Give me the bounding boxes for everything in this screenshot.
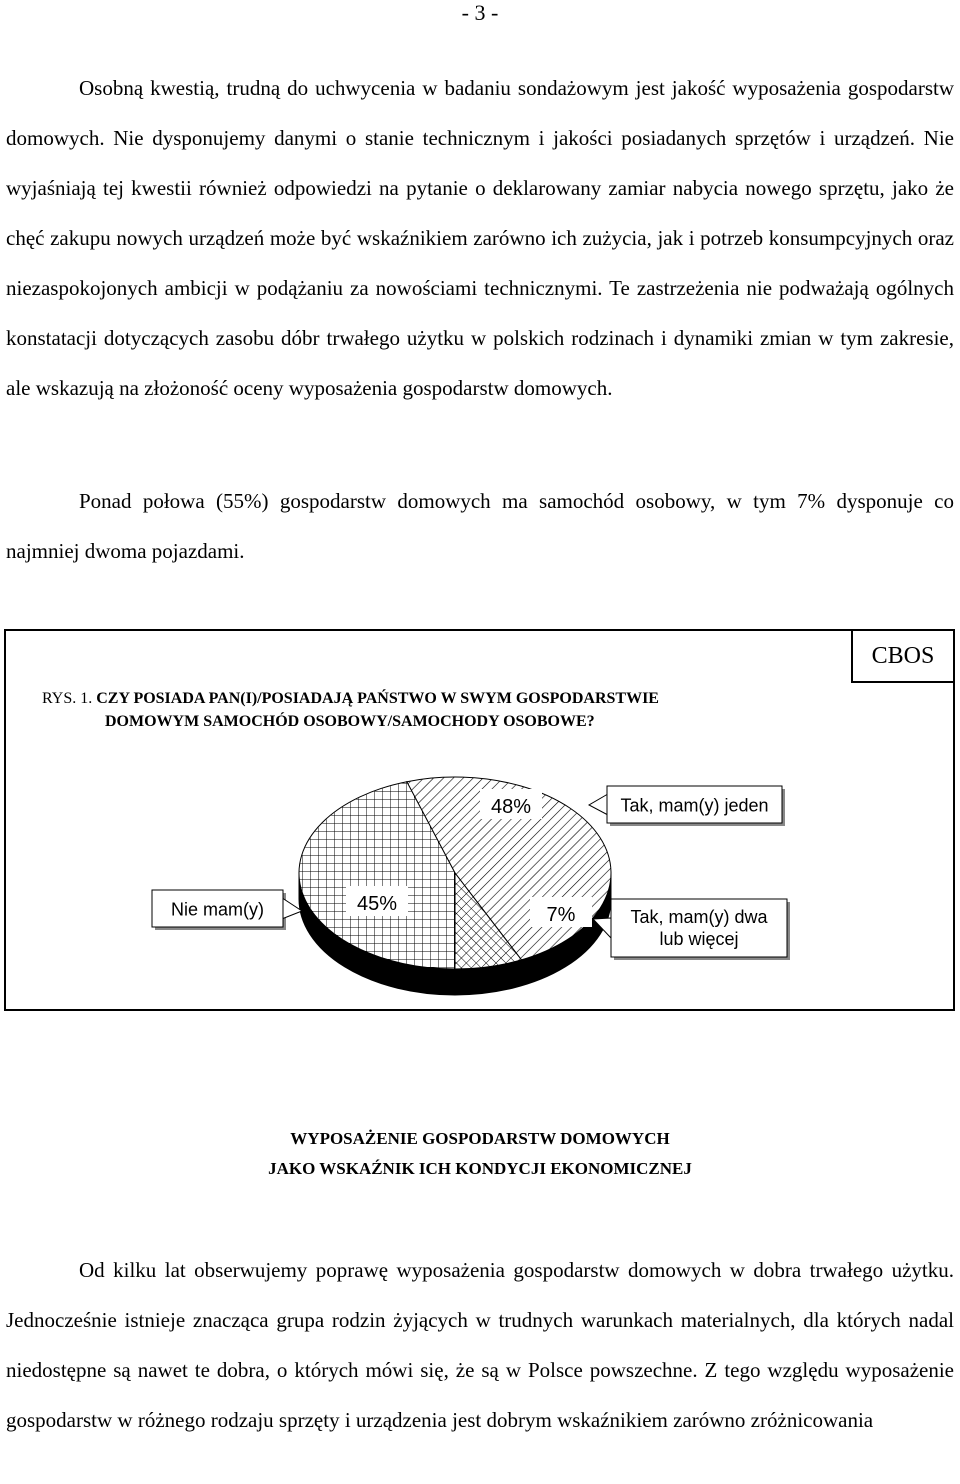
pie-chart (6, 631, 953, 1009)
value-label: 45% (356, 893, 398, 915)
section-heading-line2: JAKO WSKAŹNIK ICH KONDYCJI EKONOMICZNEJ (268, 1159, 692, 1178)
paragraph-text: Osobną kwestią, trudną do uchwycenia w badaniu sondażowym jest jakość wyposażenia gospodarstw domowych. Nie dysponujemy danymi o stanie technicznym i jakości posiadanych sprzętów i urządzeń. Nie wyjaśniają tej kwestii również odpowiedzi na pytanie o deklarowany zamiar nabycia nowego sprzętu, jako że chęć zakupu nowych urządzeń może być wskaźnikiem zarówno ich zużycia, jak i potrzeb konsumpcyjnych oraz niezaspokojonych ambicji w podążaniu za nowościami technicznymi. Te zastrzeżenia nie podważają ogólnych konstatacji dotyczących zasobu dóbr trwałego użytku w polskich rodzinach i dynamiki zmian w tym zakresie, ale wskazują na złożoność oceny wyposażenia gospodarstw domowych. (6, 76, 954, 400)
figure-car-ownership (4, 629, 955, 1011)
paragraph-car-quality (6, 63, 954, 413)
callout-tak-jeden-pointer (589, 795, 607, 815)
callout-tak-dwa-text: Tak, mam(y) dwa (630, 907, 768, 927)
value-label: 48% (490, 796, 532, 818)
paragraph-text: Ponad połowa (55%) gospodarstw domowych ma samochód osobowy, w tym 7% dysponuje co najmniej dwoma pojazdami. (6, 489, 954, 563)
page-number: - 3 - (461, 0, 499, 25)
callout-tak-jeden-text: Tak, mam(y) jeden (620, 795, 769, 816)
section-heading-line1: WYPOSAŻENIE GOSPODARSTW DOMOWYCH (290, 1129, 670, 1148)
value-label: 7% (546, 904, 576, 926)
callout-tak-dwa-text: lub więcej (659, 929, 739, 949)
paragraph-text: Od kilku lat obserwujemy poprawę wyposażenia gospodarstw domowych w dobra trwałego użytku. Jednocześnie istnieje znacząca grupa rodzin żyjących w trudnych warunkach materialnych, dla których nadal niedostępne są nawet te dobra, o których mówi się, że są w Polsce powszechne. Z tego względu wyposażenie gospodarstw w różnego rodzaju sprzęty i urządzenia jest dobrym wskaźnikiem zarówno zróżnicowania (6, 1258, 954, 1432)
paragraph-car-ownership (6, 476, 954, 576)
figure-question-line1: CZY POSIADA PAN(I)/POSIADAJĄ PAŃSTWO W SWYM GOSPODARSTWIE (96, 690, 659, 707)
pie-group (299, 777, 611, 995)
callout-nie-text: Nie mam(y) (171, 899, 264, 920)
figure-question-line2: DOMOWYM SAMOCHÓD OSOBOWY/SAMOCHODY OSOBOWE? (105, 713, 595, 730)
figure-source-label: CBOS (851, 629, 955, 683)
paragraph-durable-goods (6, 1245, 954, 1445)
figure-label: RYS. 1. (42, 690, 93, 707)
